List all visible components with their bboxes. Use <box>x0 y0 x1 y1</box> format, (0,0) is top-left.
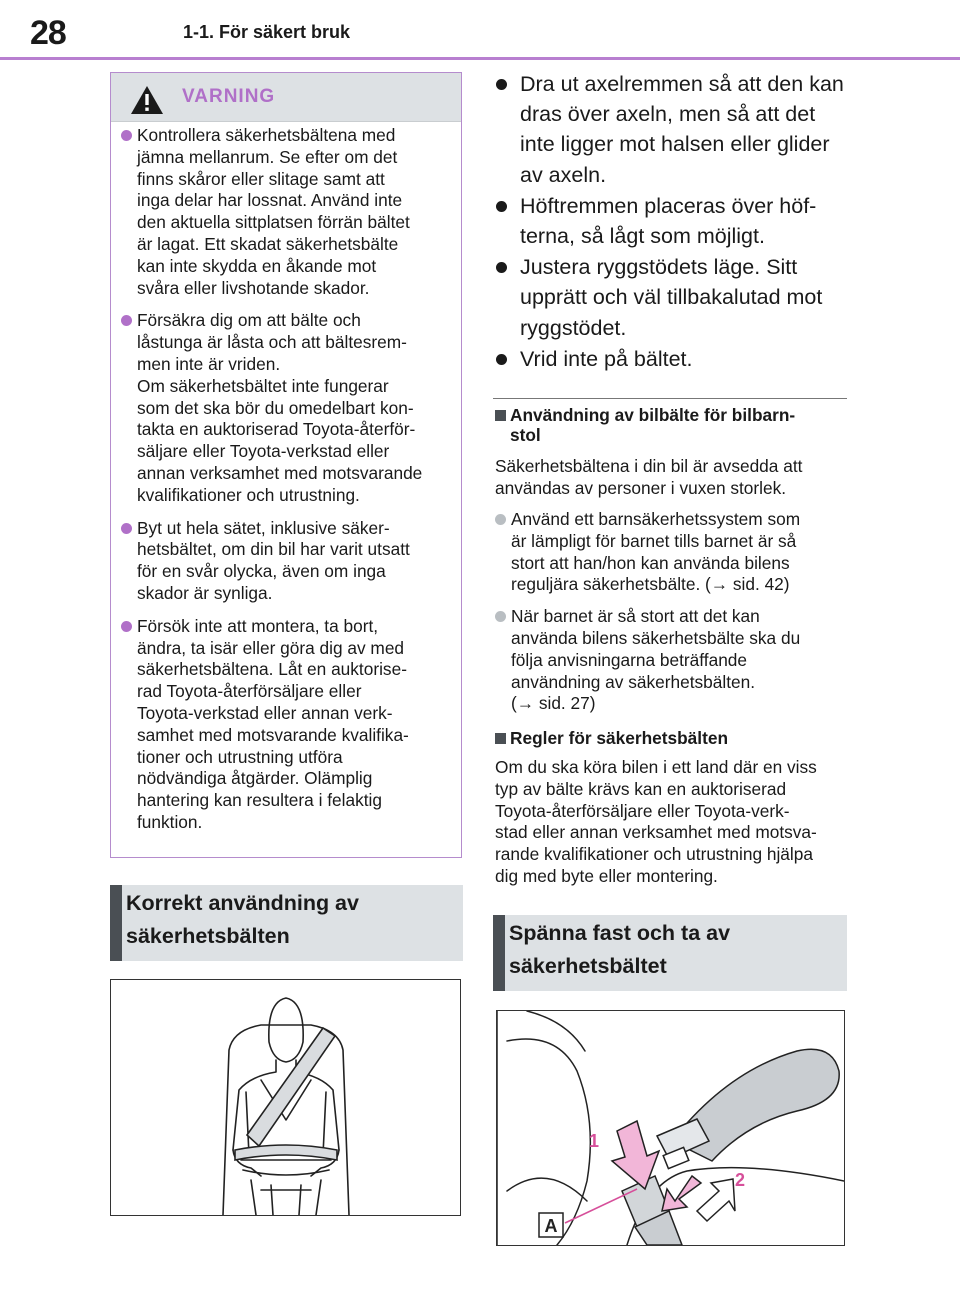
text-line: finns skåror eller slitage samt att <box>137 168 385 189</box>
square-bullet-icon <box>495 410 506 421</box>
child-seat-heading <box>495 405 795 445</box>
page-number: 28 <box>30 14 66 52</box>
text-line: stad eller annan verksamhet med motsva- <box>495 822 817 843</box>
seated-person-belt-illustration <box>110 979 461 1216</box>
rules-heading <box>495 728 728 748</box>
text-line: svåra eller livshotande skador. <box>137 277 370 298</box>
text-line: Säkerhetsbältena i din bil är avsedda att <box>495 456 803 476</box>
bullet-icon <box>121 621 132 632</box>
section-title-line: Korrekt användning av <box>126 891 359 915</box>
heading-line: Regler för säkerhetsbälten <box>510 728 729 748</box>
text-line: låstunga är låsta och att bältesrem- <box>137 332 407 353</box>
child-seat-list <box>495 509 850 725</box>
text-line: dig med byte eller montering. <box>495 865 718 886</box>
text-line: för en svår olycka, även om inga <box>137 561 386 582</box>
child-seat-item-2 <box>495 606 850 715</box>
warning-item-2 <box>121 310 453 506</box>
text-line: Försök inte att montera, ta bort, <box>137 615 379 636</box>
belt-usage-item-3 <box>495 252 850 343</box>
bullet-icon <box>121 315 132 326</box>
warning-title: VARNING <box>182 86 276 107</box>
text-line: men inte är vriden. <box>137 353 281 374</box>
section-title-line: Spänna fast och ta av <box>509 921 731 945</box>
square-bullet-icon <box>495 733 506 744</box>
text-line: den aktuella sittplatsen förrän bältet <box>137 212 410 233</box>
warning-item-3 <box>121 518 453 605</box>
text-line: funktion. <box>137 811 203 832</box>
text-line: nödvändiga åtgärder. Olämplig <box>137 768 373 789</box>
text-line: av axeln. <box>520 162 607 187</box>
text-line: Höftremmen placeras över höf- <box>520 193 817 218</box>
text-line: är lagat. Ett skadat säkerhetsbälte <box>137 233 399 254</box>
text-line: Kontrollera säkerhetsbältena med <box>137 125 396 145</box>
section-title-line: säkerhetsbälten <box>126 924 290 948</box>
step-label-1: 1 <box>589 1131 600 1151</box>
text-line: Byt ut hela sätet, inklusive säker- <box>137 517 390 538</box>
belt-usage-item-2 <box>495 191 850 251</box>
text-line: Försäkra dig om att bälte och <box>137 310 361 331</box>
text-line: upprätt och väl tillbakalutad mot <box>520 285 823 310</box>
text-line: använda bilens säkerhetsbälte ska du <box>511 627 801 648</box>
rules-paragraph <box>495 757 817 888</box>
step-label-2: 2 <box>735 1170 746 1190</box>
text-line: samhet med motsvarande kvalifika- <box>137 724 409 745</box>
text-line: Justera ryggstödets läge. Sitt <box>520 255 798 280</box>
section-divider <box>493 398 847 399</box>
text-line: Använd ett barnsäkerhetssystem som <box>511 509 801 529</box>
text-line: rad Toyota-återförsäljare eller <box>137 681 362 702</box>
text-line: hantering kan resultera i felaktig <box>137 790 382 811</box>
heading-line: Användning av bilbälte för bilbarn- <box>510 405 796 425</box>
bullet-icon <box>496 201 507 212</box>
text-line: Vrid inte på bältet. <box>520 346 693 371</box>
text-line: typ av bälte krävs kan en auktoriserad <box>495 778 787 799</box>
text-line: Toyota-verkstad eller annan verk- <box>137 702 393 723</box>
text-line: Toyota-återförsäljare eller Toyota-verk- <box>495 800 790 821</box>
text-line: följa anvisningarna beträffande <box>511 649 748 670</box>
text-line: användas av personer i vuxen storlek. <box>495 477 787 498</box>
bullet-icon <box>495 611 506 622</box>
belt-usage-item-1 <box>495 69 850 190</box>
text-line: terna, så lågt som möjligt. <box>520 224 765 249</box>
text-line: skador är synliga. <box>137 582 273 603</box>
text-line: jämna mellanrum. Se efter om det <box>137 146 398 167</box>
text-line: (→ sid. 27) <box>511 693 596 714</box>
bullet-icon <box>495 514 506 525</box>
text-line: hetsbältet, om din bil har varit utsatt <box>137 539 410 560</box>
text-line: säljare eller Toyota-verkstad eller <box>137 441 390 462</box>
text-line: är lämpligt för barnet tills barnet är så <box>511 530 797 551</box>
child-seat-intro <box>495 456 802 500</box>
text-line: ändra, ta isär eller göra dig av med <box>137 637 405 658</box>
warning-box <box>110 72 462 858</box>
section-header-correct-use <box>110 885 463 961</box>
bullet-icon <box>121 130 132 141</box>
text-line: inga delar har lossnat. Använd inte <box>137 190 403 211</box>
text-line: säkerhetsbältena. Låt en auktorise- <box>137 659 407 680</box>
text-line: tioner och utrustning utföra <box>137 746 343 767</box>
text-line: Dra ut axelremmen så att den kan <box>520 72 844 96</box>
warning-triangle-icon <box>130 85 164 115</box>
warning-header <box>111 73 461 122</box>
text-line: När barnet är så stort att det kan <box>511 606 760 627</box>
seated-person-drawing <box>111 980 460 1215</box>
section-header-fasten-belt <box>493 915 847 991</box>
text-line: annan verksamhet med motsvarande <box>137 462 423 483</box>
text-line: Om säkerhetsbältet inte fungerar <box>137 375 389 396</box>
text-line: kan inte skydda en åkande mot <box>137 255 377 276</box>
text-line: reguljära säkerhetsbälte. (→ sid. 42) <box>511 574 790 595</box>
bullet-icon <box>496 354 507 365</box>
heading-line: stol <box>510 425 541 445</box>
bullet-icon <box>121 523 132 534</box>
bullet-icon <box>496 262 507 273</box>
text-line: ryggstödet. <box>520 315 627 340</box>
warning-item-4 <box>121 616 453 834</box>
warning-item-1 <box>121 125 453 299</box>
text-line: kvalifikationer och utrustning. <box>137 484 360 505</box>
part-label-a: A <box>544 1216 558 1236</box>
header-divider <box>0 57 960 60</box>
chapter-title: 1-1. För säkert bruk <box>183 22 351 42</box>
buckle-drawing <box>497 1011 844 1245</box>
belt-usage-item-4 <box>495 344 850 374</box>
text-line: som det ska bör du omedelbart kon- <box>137 397 414 418</box>
text-line: Om du ska köra bilen i ett land där en viss <box>495 757 817 777</box>
bullet-icon <box>496 79 507 90</box>
text-line: stort att han/hon kan använda bilens <box>511 552 790 573</box>
warning-list <box>111 125 461 834</box>
text-line: dras över axeln, men så att det <box>520 102 816 127</box>
text-line: användning av säkerhetsbälten. <box>511 671 756 692</box>
belt-usage-list <box>495 69 850 375</box>
section-title-line: säkerhetsbältet <box>509 954 667 978</box>
child-seat-item-1 <box>495 509 850 596</box>
text-line: inte ligger mot halsen eller glider <box>520 132 830 157</box>
text-line: takta en auktoriserad Toyota-återför- <box>137 419 416 440</box>
text-line: rande kvalifikationer och utrustning hjälpa <box>495 844 813 865</box>
buckle-illustration <box>496 1010 845 1246</box>
